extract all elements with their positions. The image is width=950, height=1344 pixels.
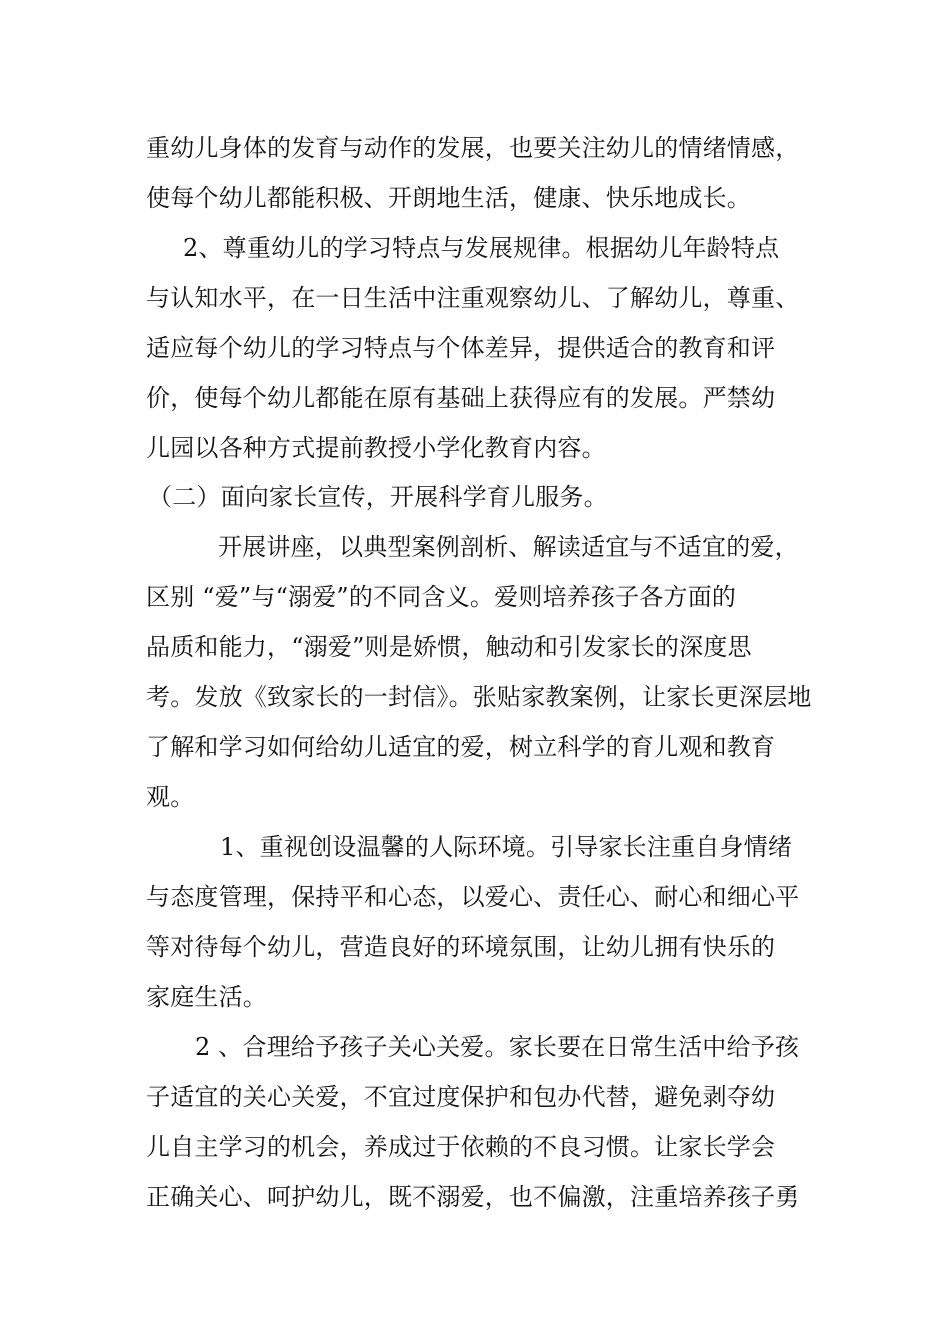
text-line: 与态度管理，保持平和心态，以爱心、责任心、耐心和细心平 xyxy=(146,883,800,911)
text-line: 考。发放《致家长的一封信》。张贴家教案例，让家长更深层地 xyxy=(146,683,812,711)
text-line: 家庭生活。 xyxy=(146,983,267,1011)
text-line: 区别 “爱”与“溺爱”的不同含义。爱则培养孩子各方面的 xyxy=(146,583,737,611)
text-line: 等对待每个幼儿，营造良好的环境氛围，让幼儿拥有快乐的 xyxy=(146,933,776,961)
text-line: 品质和能力，“溺爱”则是娇惯，触动和引发家长的深度思 xyxy=(146,633,752,661)
text-line: 1、重视创设温馨的人际环境。引导家长注重自身情绪 xyxy=(220,833,793,861)
text-line: 2、尊重幼儿的学习特点与发展规律。根据幼儿年龄特点 xyxy=(183,234,780,262)
text-line: 适应每个幼儿的学习特点与个体差异，提供适合的教育和评 xyxy=(146,334,776,362)
text-line: 与认知水平，在一日生活中注重观察幼儿、了解幼儿，尊重、 xyxy=(146,284,800,312)
text-line: 使每个幼儿都能积极、开朗地生活，健康、快乐地成长。 xyxy=(146,184,751,212)
text-line: 重幼儿身体的发育与动作的发展，也要关注幼儿的情绪情感， xyxy=(146,134,800,162)
text-line: 观。 xyxy=(146,783,195,811)
text-line: 2 、合理给予孩子关心关爱。家长要在日常生活中给予孩 xyxy=(195,1033,800,1061)
text-line: 儿园以各种方式提前教授小学化教育内容。 xyxy=(146,434,606,462)
text-line: 价，使每个幼儿都能在原有基础上获得应有的发展。严禁幼 xyxy=(146,384,776,412)
text-line: 开展讲座，以典型案例剖析、解读适宜与不适宜的爱， xyxy=(218,533,799,561)
text-line: 子适宜的关心关爱，不宜过度保护和包办代替，避免剥夺幼 xyxy=(146,1083,776,1111)
text-line: 正确关心、呵护幼儿，既不溺爱，也不偏激，注重培养孩子勇 xyxy=(146,1183,800,1211)
text-line: 儿自主学习的机会，养成过于依赖的不良习惯。让家长学会 xyxy=(146,1133,776,1161)
section-heading: （二）面向家长宣传，开展科学育儿服务。 xyxy=(148,483,608,511)
text-line: 了解和学习如何给幼儿适宜的爱，树立科学的育儿观和教育 xyxy=(146,733,776,761)
